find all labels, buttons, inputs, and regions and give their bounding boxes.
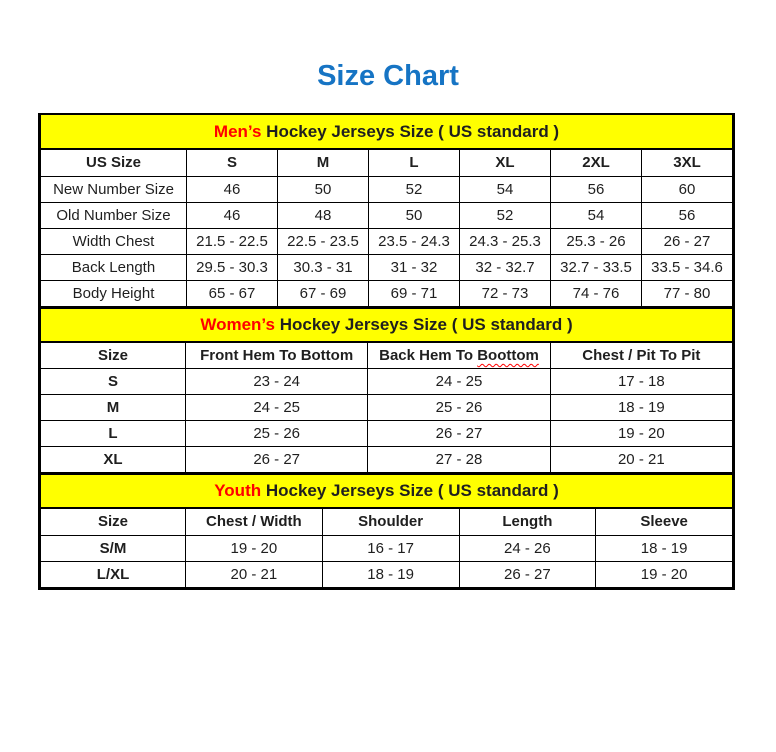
row-label: M [41,395,186,421]
table-cell: 24 - 25 [186,395,368,421]
table-row [41,447,733,473]
table-row [41,254,733,280]
column-header: Sleeve [596,508,733,535]
table-cell: 32 - 32.7 [460,254,551,280]
youth-header-row [41,508,733,535]
table-row [41,535,733,561]
table-cell: 24 - 25 [368,369,550,395]
youth-banner-row [41,474,733,508]
table-cell: 25.3 - 26 [551,228,642,254]
row-label: S [41,369,186,395]
table-row [41,395,733,421]
table-row [41,228,733,254]
womens-banner-highlight: Women’s [200,314,275,334]
table-row [41,176,733,202]
mens-banner-highlight: Men’s [213,121,262,141]
table-cell: 72 - 73 [460,280,551,306]
column-header: Size [41,508,186,535]
table-cell: 67 - 69 [278,280,369,306]
column-header: 2XL [551,149,642,176]
misspelled-word: Boottom [477,346,539,364]
column-header: M [278,149,369,176]
column-header: S [187,149,278,176]
table-cell: 19 - 20 [550,421,732,447]
table-row [41,421,733,447]
row-label: Width Chest [41,228,187,254]
column-header: Length [459,508,596,535]
table-cell: 69 - 71 [369,280,460,306]
column-header: Shoulder [322,508,459,535]
column-header: 3XL [642,149,733,176]
womens-banner-row [41,308,733,342]
table-cell: 24 - 26 [459,535,596,561]
mens-banner-row [41,115,733,149]
mens-size-table [40,115,733,307]
table-cell: 19 - 20 [596,561,733,587]
row-label: Old Number Size [41,202,187,228]
table-cell: 25 - 26 [368,395,550,421]
table-cell: 50 [278,176,369,202]
table-row [41,280,733,306]
table-cell: 18 - 19 [596,535,733,561]
youth-banner-text: Hockey Jerseys Size ( US standard ) [261,481,559,500]
column-header: Chest / Width [186,508,323,535]
table-cell: 21.5 - 22.5 [187,228,278,254]
womens-header-row [41,342,733,369]
table-cell: 54 [460,176,551,202]
table-cell: 26 - 27 [642,228,733,254]
table-row [41,369,733,395]
youth-section-banner [41,474,733,508]
table-cell: 54 [551,202,642,228]
table-cell: 23.5 - 24.3 [369,228,460,254]
table-cell: 46 [187,176,278,202]
table-cell: 52 [460,202,551,228]
table-cell: 19 - 20 [186,535,323,561]
row-label: L/XL [41,561,186,587]
column-header-text: Back Hem To [379,346,478,364]
mens-section-banner [41,115,733,149]
youth-size-table [40,473,733,588]
table-cell: 32.7 - 33.5 [551,254,642,280]
table-cell: 26 - 27 [459,561,596,587]
table-cell: 22.5 - 23.5 [278,228,369,254]
table-cell: 60 [642,176,733,202]
mens-banner-text: Hockey Jerseys Size ( US standard ) [261,121,560,141]
row-label: S/M [41,535,186,561]
column-header: Front Hem To Bottom [186,342,368,369]
table-cell: 20 - 21 [186,561,323,587]
row-label: Back Length [41,254,187,280]
column-header: Chest / Pit To Pit [550,342,732,369]
table-cell: 65 - 67 [187,280,278,306]
table-cell: 17 - 18 [550,369,732,395]
table-cell: 56 [642,202,733,228]
youth-banner-highlight: Youth [214,481,262,500]
table-cell: 48 [278,202,369,228]
table-cell: 29.5 - 30.3 [187,254,278,280]
mens-header-row [41,149,733,176]
table-cell: 26 - 27 [186,447,368,473]
size-chart-container [38,113,735,590]
table-cell: 27 - 28 [368,447,550,473]
page-title: Size Chart [317,60,459,92]
table-cell: 30.3 - 31 [278,254,369,280]
column-header: US Size [41,149,187,176]
column-header: L [369,149,460,176]
womens-size-table [40,307,733,474]
table-cell: 26 - 27 [368,421,550,447]
table-cell: 16 - 17 [322,535,459,561]
column-header: Size [41,342,186,369]
row-label: New Number Size [41,176,187,202]
table-cell: 18 - 19 [550,395,732,421]
table-cell: 18 - 19 [322,561,459,587]
table-row [41,202,733,228]
table-cell: 23 - 24 [186,369,368,395]
table-cell: 46 [187,202,278,228]
column-header [368,342,550,369]
row-label: XL [41,447,186,473]
row-label: L [41,421,186,447]
table-cell: 33.5 - 34.6 [642,254,733,280]
table-cell: 25 - 26 [186,421,368,447]
table-cell: 24.3 - 25.3 [460,228,551,254]
table-cell: 52 [369,176,460,202]
womens-banner-text: Hockey Jerseys Size ( US standard ) [274,314,573,334]
table-cell: 74 - 76 [551,280,642,306]
column-header: XL [460,149,551,176]
table-cell: 77 - 80 [642,280,733,306]
table-cell: 56 [551,176,642,202]
table-row [41,561,733,587]
womens-section-banner [41,308,733,342]
row-label: Body Height [41,280,187,306]
table-cell: 50 [369,202,460,228]
table-cell: 20 - 21 [550,447,732,473]
table-cell: 31 - 32 [369,254,460,280]
